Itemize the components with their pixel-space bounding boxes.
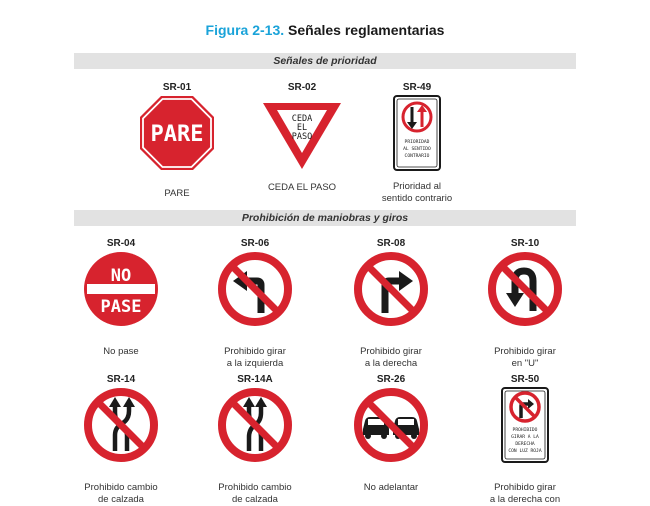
sign-caption: No adelantar [363, 482, 419, 493]
sign-caption-line: en "U" [511, 358, 539, 369]
sign-caption-line: Prohibido girar [494, 346, 556, 357]
sign-panel-text-line: GIRAR A LA [511, 435, 539, 440]
sign-caption-line: de calzada [232, 494, 278, 505]
sign-sr-26 [331, 373, 451, 494]
sign-caption-line: a la izquierda [226, 358, 284, 369]
sign-caption-line: Prioridad al [392, 181, 442, 192]
sign-panel-text-line: PROHIBIDO [512, 428, 538, 433]
sign-sr-06 [195, 237, 315, 370]
sign-code: SR-01 [162, 82, 192, 93]
sign-sr-02 [242, 81, 362, 194]
sign-sr-04 [61, 237, 181, 358]
no-lane-change-icon [83, 387, 159, 463]
no-overtaking-icon [353, 387, 429, 463]
sign-sr-14a [195, 373, 315, 506]
sign-code: SR-10 [510, 238, 540, 249]
section-header-prohibition: Prohibición de maniobras y giros [74, 210, 576, 226]
stop-sign-icon [139, 95, 215, 171]
sign-sr-14 [61, 373, 181, 506]
no-entry-text-line: PASE [100, 297, 142, 317]
sign-sr-50 [465, 373, 585, 506]
sign-caption-line: Prohibido cambio [218, 482, 292, 493]
figure-title-text: Señales reglamentarias [288, 22, 445, 38]
sign-caption-line: Prohibido girar [360, 346, 422, 357]
no-lane-change-both-icon [217, 387, 293, 463]
sign-code: SR-04 [106, 238, 136, 249]
sign-caption: PARE [164, 188, 190, 199]
yield-text-line: PASO [291, 132, 313, 142]
sign-code: SR-49 [402, 82, 432, 93]
sign-caption-line: Prohibido girar [224, 346, 286, 357]
sign-caption-line: a la derecha [364, 358, 418, 369]
sign-sr-10 [465, 237, 585, 370]
sign-caption-line: Prohibido cambio [84, 482, 158, 493]
no-u-turn-icon [487, 251, 563, 327]
sign-code: SR-02 [287, 82, 317, 93]
no-right-on-red-sign-icon [501, 387, 549, 463]
no-left-turn-icon [217, 251, 293, 327]
sign-panel-text-line: DERECHA [515, 442, 535, 447]
sign-code: SR-06 [240, 238, 270, 249]
sign-caption: No pase [103, 346, 139, 357]
sign-panel-text-line: CONTRARIO [404, 154, 430, 159]
sign-caption-line: a la derecha con [489, 494, 561, 505]
sign-code: SR-26 [376, 374, 406, 385]
sign-sr-08 [331, 237, 451, 370]
yield-text-line: EL [296, 123, 308, 133]
sign-panel-text-line: CON LUZ ROJA [508, 449, 542, 454]
yield-text-line: CEDA [291, 114, 313, 124]
stop-sign-text: PARE [150, 122, 204, 147]
no-entry-sign-icon [83, 251, 159, 327]
sign-caption-line: de calzada [98, 494, 144, 505]
sign-code: SR-50 [510, 374, 540, 385]
sign-panel-text-line: PRIORIDAD [404, 140, 430, 145]
sign-panel-text-line: AL SENTIDO [403, 147, 431, 152]
no-entry-text-line: NO [110, 266, 132, 286]
section-header-priority: Señales de prioridad [74, 53, 576, 69]
sign-code: SR-08 [376, 238, 406, 249]
sign-caption-line: Prohibido girar [494, 482, 556, 493]
sign-sr-49 [357, 81, 477, 205]
yield-sign-icon [261, 101, 343, 171]
sign-caption: CEDA EL PASO [267, 182, 337, 193]
figure-number: Figura 2-13. [205, 22, 285, 38]
sign-caption-line: sentido contrario [381, 193, 453, 204]
sign-sr-01 [117, 81, 237, 200]
sign-code: SR-14A [237, 374, 273, 385]
priority-opposite-sign-icon [393, 95, 441, 171]
figure-title [0, 22, 650, 38]
no-right-turn-icon [353, 251, 429, 327]
sign-code: SR-14 [106, 374, 136, 385]
